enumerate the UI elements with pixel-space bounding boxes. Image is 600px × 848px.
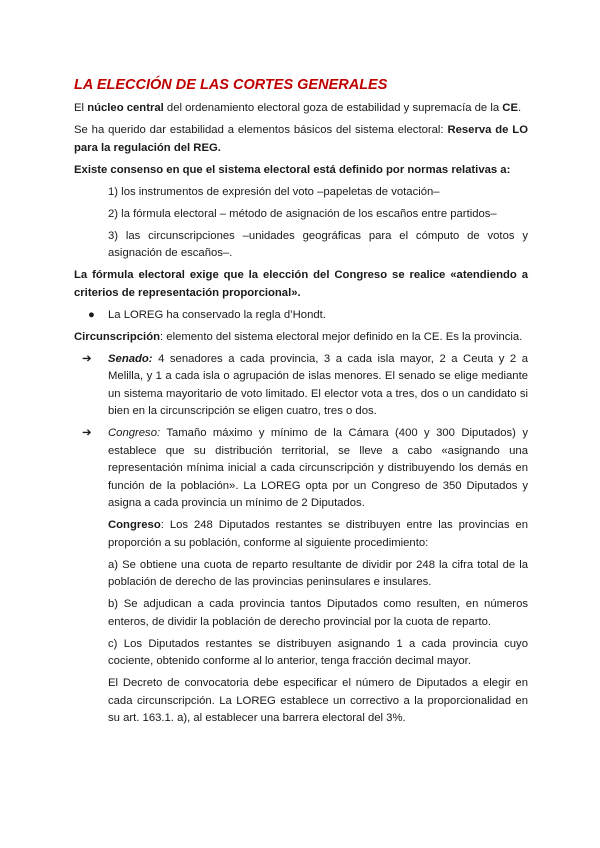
- text: .: [517, 102, 522, 114]
- bullet-icon: ●: [88, 308, 95, 321]
- paragraph-decreto: El Decreto de convocatoria debe especificar el número de Diputados a elegir en cada circunscripción. La LOREG establece un correctivo a la proporcionalidad en su art. 163.1. a), al establecer una barrera electoral del 3%.: [108, 677, 528, 724]
- bold-text: Congreso: [108, 519, 161, 531]
- italic-label: Senado:: [108, 352, 153, 365]
- bold-text: Reserva de LO para la regulación del REG.: [74, 124, 528, 154]
- bold-text: CE: [502, 102, 518, 114]
- paragraph-nucleo: [74, 100, 528, 118]
- step-item: a) Se obtiene una cuota de reparto resultante de dividir por 248 la cifra total de la población de derecho de las provincias peninsulares e insulares.: [108, 558, 528, 588]
- paragraph-formula: [74, 267, 528, 302]
- step-item: b) Se adjudican a cada provincia tantos Diputados como resulten, en números enteros, de dividir la población de derecho provincial por la cuota de reparto.: [108, 598, 528, 628]
- italic-label: Congreso:: [108, 427, 161, 439]
- list-item: 1) los instrumentos de expresión del voto –papeletas de votación–: [108, 185, 440, 198]
- arrow-icon: ➔: [82, 427, 92, 439]
- bold-text: núcleo central: [87, 102, 164, 114]
- text: La LOREG ha conservado la regla d’Hondt.: [108, 308, 326, 321]
- step-item: c) Los Diputados restantes se distribuyen asignando 1 a cada provincia cuyo cociente, obtenido conforme al lo anterior, tenga fracción decimal mayor.: [108, 637, 528, 667]
- document-body: [74, 76, 528, 732]
- paragraph-circunscripcion: [74, 329, 528, 347]
- list-item: 2) la fórmula electoral – método de asignación de los escaños entre partidos–: [108, 207, 497, 220]
- text: El: [74, 102, 88, 114]
- bullet-item: [74, 307, 528, 325]
- list-item: 3) las circunscripciones –unidades geográficas para el cómputo de votos y asignación de escaños–.: [108, 229, 528, 259]
- text: 4 senadores a cada provincia, 3 a cada isla mayor, 2 a Ceuta y 2 a Melilla, y 1 a cada isla o agrupación de islas menores. El senado se elige mediante un sistema mayoritario de voto limitado. El elector vota a tres, dos o un candidato si bien en la circunscripción se eligen cuatro, tres o dos.: [108, 352, 528, 417]
- text: : elemento del sistema electoral mejor definido en la CE. Es la provincia.: [160, 330, 523, 343]
- arrow-item-congreso: [74, 425, 528, 513]
- arrow-icon: ➔: [82, 352, 92, 365]
- paragraph-congreso-248: [74, 517, 528, 552]
- text: Se ha querido dar estabilidad a elementos básicos del sistema electoral:: [74, 124, 448, 136]
- bold-text: Existe consenso en que el sistema electoral está definido por normas relativas a:: [74, 163, 511, 176]
- bold-text: Circunscripción: [74, 330, 161, 343]
- text: : Los 248 Diputados restantes se distribuyen entre las provincias en proporción a su población, conforme al siguiente procedimiento:: [108, 519, 528, 549]
- paragraph-consenso: [74, 162, 528, 180]
- text: Tamaño máximo y mínimo de la Cámara (400 y 300 Diputados) y establece que su distribución territorial, se lleve a cabo «asignando una representación mínima inicial a cada circunscripción y distribuyendo los demás en función de la población». La LOREG opta por un Congreso de 350 Diputados y asigna a cada provincia un mínimo de 2 Diputados.: [108, 427, 528, 509]
- paragraph-estabilidad: [74, 122, 528, 157]
- page-title: LA ELECCIÓN DE LAS CORTES GENERALES: [74, 77, 388, 93]
- arrow-item-senado: [74, 351, 528, 421]
- text: del ordenamiento electoral goza de estabilidad y supremacía de la: [163, 102, 503, 114]
- bold-text: La fórmula electoral exige que la elección del Congreso se realice «atendiendo a criterios de representación proporcional».: [74, 269, 528, 299]
